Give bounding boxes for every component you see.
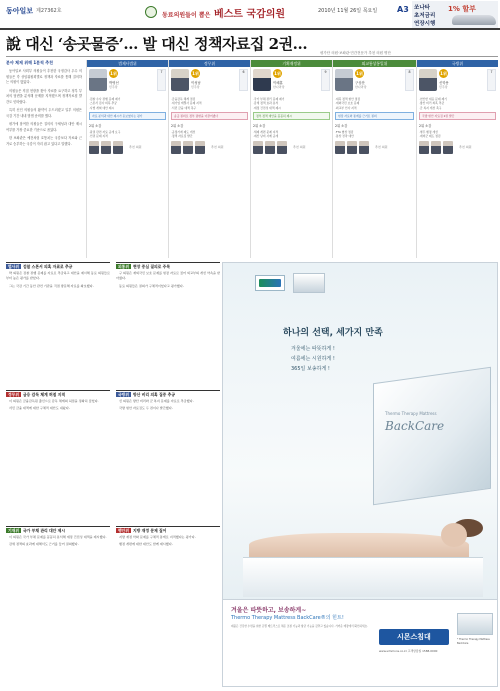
candidate-name: 신학용 [439, 81, 449, 85]
lead-body [6, 69, 82, 147]
company-contact: www.simmons.co.kr 고객상담실 1588-0000 [379, 649, 438, 653]
article-paragraph: 구 의원은 재외국민 보호 문제를 현장 자료로 짚어 외교부의 개선 약속을 받아냈다. [116, 271, 220, 281]
article-body [6, 271, 110, 289]
footer-label: 추천 의원 [459, 144, 472, 149]
member-photo [171, 141, 181, 154]
lead-byline: 분야 체제 위해 1분씩 추천 [6, 60, 53, 65]
second-list [335, 130, 414, 139]
vote-count: 6 [239, 69, 248, 91]
candidate-name: 구상찬 [355, 81, 365, 85]
article-paragraph: 이 의원은 국가 부채 문제를 꼼꼼히 분석해 재정 건전성 대책을 제시했다. [9, 535, 107, 539]
second-list [89, 130, 166, 139]
article-tag: 기재위 [8, 528, 20, 533]
lead-story [6, 60, 82, 150]
second-label: 2위 소감 [253, 124, 266, 129]
article-tag: 외통위 [118, 264, 130, 269]
top-ad-line: 쏘나타 [414, 5, 430, 11]
recommended-members [253, 141, 330, 159]
member-photo [277, 141, 287, 154]
article [6, 390, 110, 414]
second-list [419, 130, 496, 139]
candidate-photo [89, 69, 107, 91]
candidate-party: 민주당 [439, 85, 448, 89]
ad-copy-line: 여름에는 시원하게 ! [291, 356, 335, 362]
committee-column [332, 60, 416, 258]
list-item: ·서민 금융 대책 촉구 [171, 105, 197, 110]
article-paragraph: 동료 의원들은 질의가 구체적이었다고 평가했다. [119, 283, 184, 288]
ad-headline: 하나의 선택, 세가지 만족 [283, 328, 383, 338]
candidate-photo [253, 69, 271, 91]
article-body [116, 271, 220, 289]
page-header [0, 0, 500, 30]
product-brand: BackCare [385, 419, 445, 433]
committee-grid [86, 60, 498, 258]
candidate-name: 이성남 [191, 81, 201, 85]
vote-count: 8 [405, 69, 414, 91]
headline-subtitle: 평가단 의원·보좌관·민간전문가 추천 의원 명단 [320, 51, 391, 55]
article-paragraph: 이 의원은 금융감독원 출신으로 감독 체계의 허점을 정확히 짚었다. [9, 399, 99, 403]
article-tag: 행안위 [118, 528, 130, 533]
national-assembly-seal-icon [145, 6, 157, 18]
list-item: ·인권 문제 지적 [89, 134, 108, 139]
list-item: ·방산 비리 의혹 추궁 [419, 101, 445, 106]
member-photo [183, 141, 193, 154]
model-head [441, 523, 467, 547]
list-item: ·군 복지 개선 촉구 [419, 105, 442, 110]
article-title [116, 390, 220, 397]
member-photo [265, 141, 275, 154]
thumbnail-caption: * Thermo Therapy Mattress BackCare [457, 638, 490, 645]
article-paragraph: 행정 개편에 대한 대안도 함께 제시했다. [119, 542, 173, 547]
committee-column [250, 60, 332, 258]
article [6, 262, 110, 291]
car-icon [452, 15, 496, 25]
top-candidate [335, 69, 414, 95]
member-photo [101, 141, 111, 154]
achievement-list [335, 97, 414, 110]
ad-logo [255, 275, 285, 291]
second-label: 2위 소감 [171, 124, 184, 129]
member-photo [443, 141, 453, 154]
list-item: ·검찰 수사 관행 문제 제기 [89, 97, 121, 101]
candidate-name: 이혜훈 [273, 81, 283, 85]
candidate-name: 박영선 [109, 81, 119, 85]
article-headline: 국가 부채 관리 대안 제시 [23, 527, 65, 533]
list-item: ·국가 부채 관리 문제 제기 [253, 97, 285, 101]
article-paragraph: 감세 정책의 효과에 대해서도 근거를 들어 질의했다. [9, 542, 79, 547]
recommended-members [89, 141, 166, 159]
list-item: ·통상 전략 대안 [335, 134, 354, 139]
second-label: 2위 소감 [89, 124, 102, 129]
article-tag: 정무위 [8, 392, 20, 397]
article [116, 390, 220, 414]
recommended-members [171, 141, 248, 159]
member-photo [89, 141, 99, 154]
section-title-text: 베스트 국감의원 [213, 9, 286, 20]
masthead: 동아일보 [6, 7, 34, 15]
main-headline: 說 대신 ‘송곳물증’… 발 대신 정책자료집 2권… [6, 35, 308, 53]
product-subtitle: Thermo Therapy Mattress [385, 411, 437, 416]
committee-name: 국방위 [417, 60, 498, 67]
committee-column [86, 60, 168, 258]
list-item: ·정책 자료집 발간 [171, 134, 193, 139]
committee-column [416, 60, 498, 258]
list-item: ·대기업 계열사 문제 지적 [171, 101, 202, 106]
article-headline: 지방 재정 문제 짚어 [133, 527, 167, 533]
committee-name: 기획재정위 [251, 60, 332, 67]
article-body [6, 535, 110, 548]
vote-count: 7 [487, 69, 496, 91]
article-paragraph: 국방 현안 자료집도 두 권이나 발간했다. [119, 406, 173, 411]
highlight-box: 송곳 질의로 정부 답변을 이끌어냈다 [171, 112, 248, 120]
article-paragraph: 신 의원은 방산 비리와 군 복지 문제를 자료로 추궁했다. [119, 399, 194, 403]
article-paragraph: 박 의원은 검찰 관행 문제를 자료로 추궁하고 대안을 제시해 동료 의원들로부터 높은 평가를 받았다. [6, 271, 110, 281]
highlight-box: 국방 현안 자료집 2권 발간 [419, 112, 496, 120]
top-ad-line: 초저금리 [414, 13, 436, 19]
highlight-box: 현장 자료와 통계를 근거로 질의 [335, 112, 414, 120]
bed-thumbnail [293, 273, 325, 293]
second-label: 2위 소감 [419, 124, 432, 129]
page-number: A3 [397, 5, 409, 14]
list-item: ·스폰서 검사 의혹 추궁 [89, 101, 117, 106]
candidate-photo [419, 69, 437, 91]
list-item: ·공정거래 제도 개선 [171, 130, 196, 135]
member-photo [113, 141, 123, 154]
candidate-party: 민주당 [109, 85, 118, 89]
list-item: ·병무 행정 개선 [419, 130, 438, 135]
lead-paragraph: 동아일보 사회부 의원들이 추천한 국정감사 우수 의원들은 각 상임위원회별로 정책과 자료를 통해 질의하는 의원이 많았다. [6, 69, 82, 84]
candidate-photo [171, 69, 189, 91]
top-candidate [253, 69, 330, 95]
candidate-party: 한나라당 [273, 85, 285, 89]
achievement-list [171, 97, 248, 110]
article-title [6, 262, 110, 269]
article-title [116, 526, 220, 533]
issue-date: 2010년 11월 26일 목요일 [318, 8, 378, 14]
highlight-box: 자료 분석과 대안 제시가 돋보였다는 평가 [89, 112, 166, 120]
rank-badge: 1위 [356, 71, 363, 76]
article-headline: 금융 감독 체계 허점 지적 [23, 391, 65, 397]
list-item: ·외교부 인사 지적 [335, 105, 357, 110]
article [6, 526, 110, 550]
ad-callout-sub: Thermo Therapy Mattress BackCare®의 힌트! [231, 615, 344, 621]
rank-badge: 1위 [274, 71, 281, 76]
list-item: ·재정 건전성 대책 제시 [253, 105, 281, 110]
second-list [171, 130, 248, 139]
lead-paragraph: 특히 신인 의원들의 활약이 두드러졌고 일부 의원은 국감 기간 내내 밤샘 준비를 했다. [6, 108, 82, 118]
article-paragraph: 지방 재정 악화 문제를 구체적 통계로 지적했다는 평가다. [119, 535, 196, 539]
vote-count: 9 [321, 69, 330, 91]
article-paragraph: 서민 금융 대책에 대한 구체적 대안도 내놨다. [9, 406, 70, 411]
article-body [116, 535, 220, 548]
member-photo [195, 141, 205, 154]
footer-label: 추천 의원 [293, 144, 306, 149]
candidate-photo [335, 69, 353, 91]
ad-fine-print: 제품은 건강한 수면을 위한 온열 매트리스로 체온 조절 기능과 항균 기능을 갖추고 있습니다. 가까운 매장에서 확인하세요. [231, 625, 368, 628]
footer-label: 추천 의원 [129, 144, 142, 149]
lead-paragraph: 한 보좌관은 예전처럼 호통치는 국감보다 자료와 근거로 승부하는 국감이 자리 잡고 있다고 말했다. [6, 136, 82, 146]
article-headline: 검찰 스폰서 의혹 자료로 추궁 [23, 263, 73, 269]
rank-badge: 1위 [110, 71, 117, 76]
rank-badge: 1위 [192, 71, 199, 76]
member-photo [253, 141, 263, 154]
list-item: ·사법 개혁 대안 제시 [89, 105, 115, 110]
top-ad-line: 연장시행 [414, 21, 436, 27]
ad-callout: 겨울은 따뜻하고, 보송하게~ [231, 607, 307, 614]
lead-paragraph: 의원들은 직접 현장을 찾아 자료를 요구하고 정부 부처의 답변을 분석해 문제를 지적했으며 정책자료집 발간도 잇따랐다. [6, 88, 82, 104]
top-candidate [171, 69, 248, 95]
divider [6, 56, 498, 57]
highlight-box: 정부 정책 대안을 꼼꼼히 제시 [253, 112, 330, 120]
committee-name: 외교통상통일위 [333, 60, 416, 67]
article-title [6, 526, 110, 533]
list-item: ·예산 낭비 사례 공개 [253, 134, 279, 139]
article-title [116, 262, 220, 269]
article [116, 526, 220, 550]
footer-label: 추천 의원 [375, 144, 388, 149]
candidate-party: 민주당 [191, 85, 200, 89]
company-name: 시몬스침대 [397, 633, 431, 641]
article [116, 262, 220, 291]
product-thumbnail [457, 613, 493, 635]
article-columns [6, 262, 220, 687]
list-item: ·천안함 대응 문제 제기 [419, 97, 447, 101]
top-ad-rate: 1% 할부 [448, 5, 476, 13]
list-item: ·판결 관련 자료 공개 요구 [89, 130, 121, 135]
brand-logo-icon [259, 279, 281, 287]
member-photo [419, 141, 429, 154]
committee-name: 정무위 [169, 60, 250, 67]
top-ad-banner[interactable] [412, 1, 498, 28]
top-candidate [89, 69, 166, 95]
top-candidate [419, 69, 496, 95]
list-item: ·FTA 협상 점검 [335, 130, 354, 135]
committee-name: 법제사법위 [87, 60, 168, 67]
recommended-members [335, 141, 414, 159]
achievement-list [89, 97, 166, 110]
article-tag: 국방위 [118, 392, 130, 397]
list-item: ·예비군 제도 점검 [419, 134, 441, 139]
article-headline: 방산 비리 의혹 집중 추궁 [133, 391, 175, 397]
list-item: ·재외국민 보호 문제 [335, 101, 360, 106]
achievement-list [419, 97, 496, 110]
list-item: ·세제 개편 문제 지적 [253, 130, 279, 135]
candidate-party: 한나라당 [355, 85, 367, 89]
member-photo [431, 141, 441, 154]
lead-paragraph: 평가에 참여한 의원들은 질의의 구체성과 대안 제시 여부를 가장 중요한 기준으로 꼽았다. [6, 122, 82, 132]
issue-number: 제27362호 [36, 8, 62, 14]
mattress-image [373, 367, 491, 506]
list-item: ·금융감독 체계 점검 [171, 97, 196, 101]
committee-column [168, 60, 250, 258]
list-item: ·대북 정책 현안 점검 [335, 97, 361, 101]
article-body [6, 399, 110, 412]
ad-copy-line: 365일 보송하게 ! [291, 366, 330, 372]
bed-sheet [243, 557, 483, 597]
article-body [116, 399, 220, 412]
section-title [162, 5, 285, 20]
vote-count: 7 [157, 69, 166, 91]
article-tag: 법사위 [8, 264, 20, 269]
article-title [6, 390, 110, 397]
list-item: ·감세 정책 효과 분석 [253, 101, 279, 106]
recommended-members [419, 141, 496, 159]
rank-badge: 1위 [440, 71, 447, 76]
member-photo [335, 141, 345, 154]
second-list [253, 130, 330, 139]
member-photo [347, 141, 357, 154]
article-paragraph: 그는 국감 기간 동안 관련 기관을 직접 방문해 자료를 확보했다. [9, 283, 94, 288]
article-headline: 현장 중심 질의로 주목 [133, 263, 170, 269]
ad-copy-line: 겨울에는 따뜻하게 ! [291, 346, 335, 352]
achievement-list [253, 97, 330, 110]
mattress-advertisement[interactable] [222, 262, 498, 687]
second-label: 2위 소감 [335, 124, 348, 129]
footer-label: 추천 의원 [211, 144, 224, 149]
member-photo [359, 141, 369, 154]
section-prefix: 동료의원들이 뽑은 [162, 12, 211, 19]
